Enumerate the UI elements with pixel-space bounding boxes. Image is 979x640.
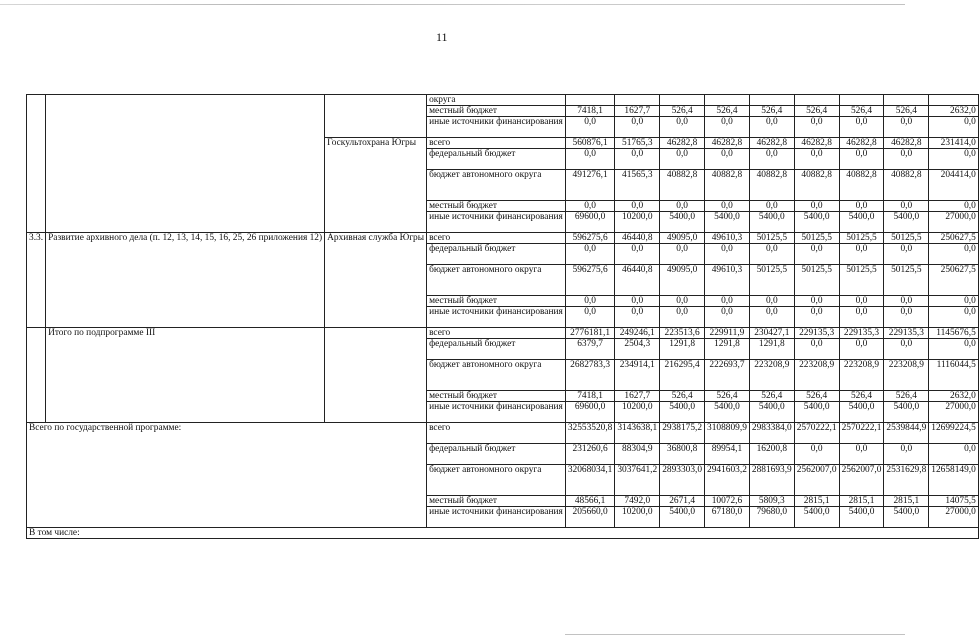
item-number: 3.3.: [27, 233, 46, 328]
value-cell: 0,0: [660, 244, 705, 265]
funding-source: местный бюджет: [427, 496, 566, 507]
value-cell: 223513,6: [660, 328, 705, 339]
value-cell: 0,0: [660, 117, 705, 138]
value-cell: 40882,8: [705, 170, 750, 201]
value-cell: 49610,3: [705, 233, 750, 244]
value-cell: 5400,0: [794, 402, 839, 423]
value-cell: 526,4: [660, 106, 705, 117]
value-cell: 223208,9: [884, 360, 929, 391]
value-cell: 0,0: [749, 117, 794, 138]
value-cell: 41565,3: [615, 170, 660, 201]
value-cell: 0,0: [705, 307, 750, 328]
value-cell: 2570222,1: [794, 423, 839, 444]
value-cell: 0,0: [565, 296, 615, 307]
value-cell: 6379,7: [565, 339, 615, 360]
value-cell: 234914,1: [615, 360, 660, 391]
value-cell: 7418,1: [565, 391, 615, 402]
value-total: 27000,0: [929, 507, 979, 528]
value-cell: 526,4: [884, 391, 929, 402]
value-cell: 2938175,2: [660, 423, 705, 444]
item-number: [27, 95, 46, 233]
value-cell: 7418,1: [565, 106, 615, 117]
value-cell: 49610,3: [705, 265, 750, 296]
funding-source: всего: [427, 423, 566, 444]
value-cell: 1291,8: [705, 339, 750, 360]
value-cell: 46282,8: [749, 138, 794, 149]
value-cell: 40882,8: [749, 170, 794, 201]
value-cell: 10200,0: [615, 507, 660, 528]
value-cell: 5400,0: [705, 402, 750, 423]
value-cell: 5400,0: [660, 212, 705, 233]
value-cell: [749, 95, 794, 106]
scan-edge-top: [0, 4, 905, 5]
value-cell: 0,0: [615, 296, 660, 307]
value-cell: 79680,0: [749, 507, 794, 528]
funding-source: бюджет автономного округа: [427, 265, 566, 296]
value-cell: 32068034,1: [565, 465, 615, 496]
value-cell: 10200,0: [615, 212, 660, 233]
value-cell: 46282,8: [705, 138, 750, 149]
value-cell: 2504,3: [615, 339, 660, 360]
value-cell: 0,0: [839, 307, 884, 328]
value-cell: 0,0: [839, 244, 884, 265]
value-cell: 10072,6: [705, 496, 750, 507]
value-cell: 0,0: [705, 201, 750, 212]
value-cell: 5400,0: [839, 402, 884, 423]
value-cell: 560876,1: [565, 138, 615, 149]
value-cell: 2531629,8: [884, 465, 929, 496]
value-cell: 2562007,0: [794, 465, 839, 496]
value-cell: 216295,4: [660, 360, 705, 391]
value-cell: 0,0: [660, 149, 705, 170]
funding-source: федеральный бюджет: [427, 444, 566, 465]
funding-source: иные источники финансирования: [427, 212, 566, 233]
value-cell: 526,4: [884, 106, 929, 117]
value-cell: 46282,8: [839, 138, 884, 149]
value-cell: 50125,5: [839, 265, 884, 296]
value-cell: 0,0: [839, 201, 884, 212]
value-cell: 50125,5: [794, 233, 839, 244]
value-cell: 5400,0: [749, 212, 794, 233]
value-cell: 46282,8: [884, 138, 929, 149]
value-cell: 0,0: [794, 296, 839, 307]
value-cell: 229135,3: [839, 328, 884, 339]
value-cell: 0,0: [705, 244, 750, 265]
value-cell: 5400,0: [660, 402, 705, 423]
value-cell: 50125,5: [749, 265, 794, 296]
value-cell: 5400,0: [884, 507, 929, 528]
value-cell: 3108809,9: [705, 423, 750, 444]
value-cell: 0,0: [565, 244, 615, 265]
value-cell: 2893303,0: [660, 465, 705, 496]
value-total: 12658149,0: [929, 465, 979, 496]
value-cell: 0,0: [705, 117, 750, 138]
funding-source: всего: [427, 233, 566, 244]
value-cell: 2983384,0: [749, 423, 794, 444]
value-cell: 50125,5: [794, 265, 839, 296]
value-cell: 3143638,1: [615, 423, 660, 444]
value-cell: 0,0: [660, 307, 705, 328]
table-row: [27, 95, 979, 106]
value-cell: [660, 95, 705, 106]
value-cell: 0,0: [839, 444, 884, 465]
value-cell: 48566,1: [565, 496, 615, 507]
value-cell: 2570222,1: [839, 423, 884, 444]
value-cell: 2815,1: [794, 496, 839, 507]
value-total: 250627,5: [929, 265, 979, 296]
value-cell: 0,0: [884, 201, 929, 212]
value-cell: 596275,6: [565, 233, 615, 244]
value-cell: 5400,0: [705, 212, 750, 233]
value-cell: 0,0: [794, 201, 839, 212]
value-cell: [705, 95, 750, 106]
value-cell: 7492,0: [615, 496, 660, 507]
value-cell: 0,0: [565, 117, 615, 138]
value-cell: 1627,7: [615, 391, 660, 402]
value-cell: 2776181,1: [565, 328, 615, 339]
value-cell: 5400,0: [839, 212, 884, 233]
value-cell: 223208,9: [839, 360, 884, 391]
value-cell: 88304,9: [615, 444, 660, 465]
value-cell: 0,0: [749, 307, 794, 328]
funding-source: федеральный бюджет: [427, 339, 566, 360]
value-cell: 5400,0: [884, 212, 929, 233]
value-cell: 0,0: [794, 149, 839, 170]
value-cell: 0,0: [884, 244, 929, 265]
value-total: 0,0: [929, 307, 979, 328]
value-cell: 2941603,2: [705, 465, 750, 496]
value-total: 0,0: [929, 444, 979, 465]
value-cell: 2539844,9: [884, 423, 929, 444]
value-cell: 223208,9: [749, 360, 794, 391]
measure-name: Итого по подпрограмме III: [46, 328, 325, 423]
value-cell: 2671,4: [660, 496, 705, 507]
footer-note: В том числе:: [27, 528, 979, 539]
value-cell: 0,0: [660, 296, 705, 307]
value-cell: 5400,0: [749, 402, 794, 423]
page-number: 11: [436, 30, 448, 44]
value-cell: 0,0: [884, 296, 929, 307]
value-cell: 0,0: [884, 339, 929, 360]
funding-source: федеральный бюджет: [427, 244, 566, 265]
value-total: 1116044,5: [929, 360, 979, 391]
value-cell: 222693,7: [705, 360, 750, 391]
value-total: 27000,0: [929, 402, 979, 423]
value-cell: 40882,8: [839, 170, 884, 201]
funding-source: иные источники финансирования: [427, 117, 566, 138]
value-cell: 0,0: [839, 117, 884, 138]
funding-source: местный бюджет: [427, 106, 566, 117]
value-cell: 0,0: [615, 149, 660, 170]
value-cell: 491276,1: [565, 170, 615, 201]
value-cell: [884, 95, 929, 106]
value-cell: 10200,0: [615, 402, 660, 423]
value-cell: 5400,0: [794, 212, 839, 233]
value-cell: 0,0: [660, 201, 705, 212]
value-total: 12699224,5: [929, 423, 979, 444]
value-cell: 526,4: [705, 391, 750, 402]
value-cell: 0,0: [839, 296, 884, 307]
value-cell: 229135,3: [884, 328, 929, 339]
executor-name: Архивная служба Югры: [325, 233, 427, 328]
value-cell: 229911,9: [705, 328, 750, 339]
value-cell: 0,0: [749, 149, 794, 170]
value-cell: 50125,5: [884, 233, 929, 244]
funding-source: местный бюджет: [427, 296, 566, 307]
value-cell: 49095,0: [660, 265, 705, 296]
item-number: [27, 328, 46, 423]
value-cell: 0,0: [749, 201, 794, 212]
value-total: 250627,5: [929, 233, 979, 244]
value-cell: 231260,6: [565, 444, 615, 465]
value-cell: 526,4: [839, 106, 884, 117]
executor-name: Госкультохрана Югры: [325, 138, 427, 233]
value-cell: 0,0: [884, 444, 929, 465]
value-cell: [839, 95, 884, 106]
value-total: 204414,0: [929, 170, 979, 201]
value-cell: 0,0: [794, 307, 839, 328]
value-cell: 46440,8: [615, 233, 660, 244]
funding-source: иные источники финансирования: [427, 307, 566, 328]
value-total: 1145676,5: [929, 328, 979, 339]
budget-table: [26, 94, 979, 539]
value-cell: 0,0: [794, 117, 839, 138]
value-cell: 3037641,2: [615, 465, 660, 496]
value-cell: 1291,8: [660, 339, 705, 360]
value-cell: 89954,1: [705, 444, 750, 465]
value-cell: 526,4: [660, 391, 705, 402]
value-cell: 51765,3: [615, 138, 660, 149]
value-cell: 2881693,9: [749, 465, 794, 496]
value-cell: 0,0: [565, 149, 615, 170]
value-total: [929, 95, 979, 106]
value-cell: 5400,0: [839, 507, 884, 528]
value-cell: 0,0: [705, 149, 750, 170]
value-cell: 230427,1: [749, 328, 794, 339]
program-total-label: Всего по государственной программе:: [27, 423, 427, 528]
funding-source: бюджет автономного округа: [427, 170, 566, 201]
value-total: 231414,0: [929, 138, 979, 149]
value-cell: 36800,8: [660, 444, 705, 465]
value-cell: 249246,1: [615, 328, 660, 339]
value-cell: 67180,0: [705, 507, 750, 528]
funding-source: местный бюджет: [427, 391, 566, 402]
value-cell: 32553520,8: [565, 423, 615, 444]
value-cell: 0,0: [615, 117, 660, 138]
value-cell: 46282,8: [794, 138, 839, 149]
value-cell: 0,0: [839, 149, 884, 170]
value-cell: 0,0: [615, 244, 660, 265]
value-cell: 205660,0: [565, 507, 615, 528]
value-cell: 223208,9: [794, 360, 839, 391]
value-cell: 5809,3: [749, 496, 794, 507]
funding-source: округа: [427, 95, 566, 106]
value-cell: 2815,1: [884, 496, 929, 507]
value-cell: 2562007,0: [839, 465, 884, 496]
funding-source: всего: [427, 138, 566, 149]
funding-source: бюджет автономного округа: [427, 360, 566, 391]
executor-name: [325, 328, 427, 423]
value-cell: 0,0: [615, 201, 660, 212]
value-total: 27000,0: [929, 212, 979, 233]
table-row: [27, 423, 979, 444]
value-cell: 40882,8: [660, 170, 705, 201]
value-cell: 526,4: [705, 106, 750, 117]
value-cell: 46440,8: [615, 265, 660, 296]
value-cell: [565, 95, 615, 106]
value-cell: 2682783,3: [565, 360, 615, 391]
value-cell: 526,4: [839, 391, 884, 402]
value-cell: 46282,8: [660, 138, 705, 149]
funding-source: местный бюджет: [427, 201, 566, 212]
value-cell: 1627,7: [615, 106, 660, 117]
value-cell: 0,0: [884, 149, 929, 170]
table-row: [27, 328, 979, 339]
value-cell: 5400,0: [794, 507, 839, 528]
value-total: 0,0: [929, 244, 979, 265]
table-row: [27, 528, 979, 539]
value-cell: 0,0: [749, 296, 794, 307]
value-cell: 0,0: [794, 339, 839, 360]
value-cell: 16200,8: [749, 444, 794, 465]
value-cell: 229135,3: [794, 328, 839, 339]
value-cell: 50125,5: [884, 265, 929, 296]
value-cell: 40882,8: [794, 170, 839, 201]
value-cell: 526,4: [794, 106, 839, 117]
value-cell: 69600,0: [565, 212, 615, 233]
value-total: 0,0: [929, 149, 979, 170]
funding-source: всего: [427, 328, 566, 339]
table-row: [27, 233, 979, 244]
value-cell: 526,4: [794, 391, 839, 402]
value-cell: 0,0: [565, 201, 615, 212]
value-cell: 0,0: [705, 296, 750, 307]
measure-name: Развитие архивного дела (п. 12, 13, 14, 15, 16, 25, 26 приложения 12): [46, 233, 325, 328]
value-cell: 2815,1: [839, 496, 884, 507]
funding-source: иные источники финансирования: [427, 507, 566, 528]
value-cell: 49095,0: [660, 233, 705, 244]
measure-name: [46, 95, 325, 233]
executor-name: [325, 95, 427, 138]
funding-source: иные источники финансирования: [427, 402, 566, 423]
value-cell: 50125,5: [749, 233, 794, 244]
funding-source: федеральный бюджет: [427, 149, 566, 170]
value-total: 0,0: [929, 201, 979, 212]
value-cell: 0,0: [565, 307, 615, 328]
value-cell: 0,0: [884, 307, 929, 328]
value-cell: 1291,8: [749, 339, 794, 360]
value-cell: 526,4: [749, 391, 794, 402]
value-total: 0,0: [929, 117, 979, 138]
value-cell: 5400,0: [884, 402, 929, 423]
value-cell: 526,4: [749, 106, 794, 117]
value-total: 0,0: [929, 296, 979, 307]
value-total: 0,0: [929, 339, 979, 360]
value-cell: 596275,6: [565, 265, 615, 296]
scan-edge-bottom: [565, 634, 905, 635]
value-cell: 69600,0: [565, 402, 615, 423]
value-cell: 40882,8: [884, 170, 929, 201]
value-cell: 0,0: [884, 117, 929, 138]
value-total: 14075,5: [929, 496, 979, 507]
value-cell: [794, 95, 839, 106]
funding-source: бюджет автономного округа: [427, 465, 566, 496]
value-cell: 50125,5: [839, 233, 884, 244]
value-cell: 0,0: [794, 444, 839, 465]
value-total: 2632,0: [929, 106, 979, 117]
value-cell: [615, 95, 660, 106]
value-cell: 0,0: [794, 244, 839, 265]
value-cell: 5400,0: [660, 507, 705, 528]
value-cell: 0,0: [839, 339, 884, 360]
value-cell: 0,0: [749, 244, 794, 265]
value-total: 2632,0: [929, 391, 979, 402]
value-cell: 0,0: [615, 307, 660, 328]
